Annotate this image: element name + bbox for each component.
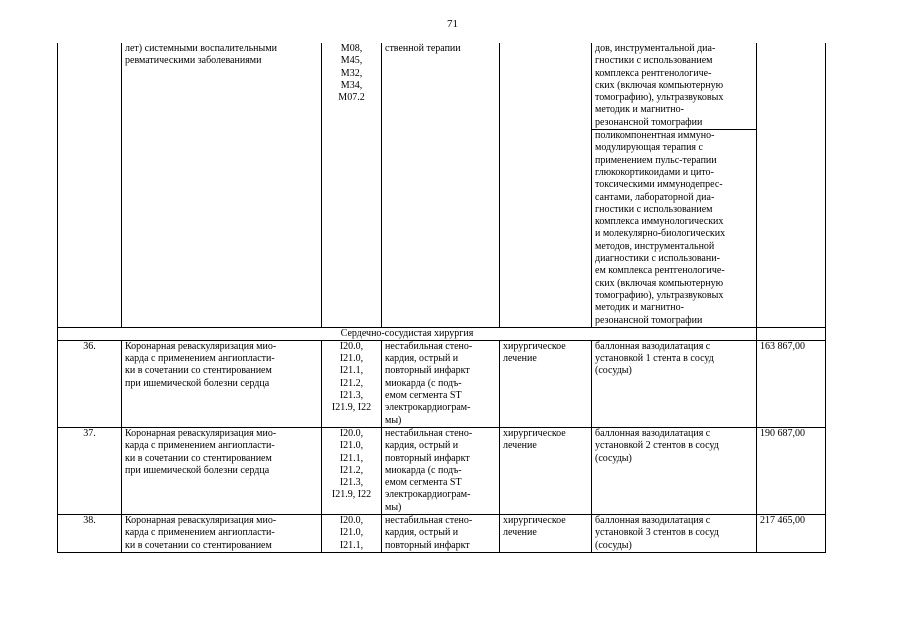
text-line: хирургическое	[503, 427, 566, 439]
text-line: Коронарная реваскуляризация мио-	[125, 427, 277, 439]
cell-model	[382, 514, 500, 552]
text-line: лет) системными воспалительными	[125, 43, 277, 54]
cell-price	[757, 327, 826, 340]
text-line: хирургическое	[503, 340, 566, 352]
row-number: 38.	[58, 514, 122, 552]
cell-name	[122, 43, 322, 327]
text-line: ских (включая компьютерную	[595, 277, 724, 289]
text-line: I21.0,	[339, 353, 364, 365]
text-line: емом сегмента ST	[385, 477, 462, 489]
cell-num	[58, 43, 122, 327]
text-line: методик и магнитно-	[595, 302, 684, 314]
cell-codes	[322, 43, 382, 327]
text-line: токсическими иммунодепрес-	[595, 179, 723, 191]
text-line: электрокардиограм-	[385, 489, 471, 501]
cell-method	[592, 427, 757, 514]
text-line: томографию), ультразвуковых	[595, 92, 724, 104]
text-line: кардия, острый и	[385, 353, 459, 365]
text-line: кардия, острый и	[385, 527, 459, 539]
text-line: комплекса рентгенологиче-	[595, 67, 712, 79]
table-row	[58, 427, 826, 514]
cell-codes	[322, 340, 382, 427]
text-line: поликомпонентная иммуно-	[595, 130, 715, 142]
text-line: лечение	[503, 440, 537, 452]
text-line: (сосуды)	[595, 539, 632, 551]
text-line: M08,	[340, 43, 363, 54]
text-line: при ишемической болезни сердца	[125, 464, 270, 476]
cell-model	[382, 340, 500, 427]
text-line: карда с применением ангиопласти-	[125, 353, 275, 365]
cell-name	[122, 340, 322, 427]
text-line: установкой 1 стента в сосуд	[595, 353, 714, 365]
text-line: гностики с использованием	[595, 203, 713, 215]
text-line: M34,	[340, 79, 363, 91]
text-line: дов, инструментальной диа-	[595, 43, 716, 54]
text-line: I20.0,	[339, 340, 364, 352]
text-line: M45,	[340, 55, 363, 67]
text-line: I21.9, I22	[331, 402, 372, 414]
text-line: мы)	[385, 414, 402, 426]
text-line: хирургическое	[503, 514, 566, 526]
row-number: 37.	[58, 427, 122, 514]
text-line: миокарда (с подъ-	[385, 377, 462, 389]
text-line: карда с применением ангиопласти-	[125, 527, 275, 539]
text-line: установкой 3 стентов в сосуд	[595, 527, 719, 539]
cell-method	[592, 43, 757, 130]
text-line: томографию), ультразвуковых	[595, 289, 724, 301]
section-row	[58, 327, 826, 340]
cell-model	[382, 43, 500, 327]
text-line: повторный инфаркт	[385, 365, 470, 377]
text-line: M07.2	[338, 92, 365, 104]
text-line: баллонная вазодилатация с	[595, 514, 711, 526]
cell-name	[122, 514, 322, 552]
continued-row	[58, 43, 826, 130]
cell-codes	[322, 427, 382, 514]
cell-treatment	[500, 514, 592, 552]
text-line: (сосуды)	[595, 365, 632, 377]
text-line: баллонная вазодилатация с	[595, 340, 711, 352]
cell-name	[122, 427, 322, 514]
text-line: глюкокортикоидами и цито-	[595, 166, 714, 178]
text-line: методов, инструментальной	[595, 240, 715, 252]
cell-price: 190 687,00	[757, 427, 826, 514]
text-line: I21.2,	[339, 464, 364, 476]
text-line: резонансной томографии	[595, 116, 703, 128]
cell-method	[592, 130, 757, 328]
row-number: 36.	[58, 340, 122, 427]
text-line: ки в сочетании со стентированием	[125, 365, 272, 377]
text-line: нестабильная стено-	[385, 514, 473, 526]
table-row	[58, 514, 826, 552]
text-line: I21.0,	[339, 440, 364, 452]
text-line: мы)	[385, 501, 402, 513]
cell-price: 163 867,00	[757, 340, 826, 427]
text-line: сантами, лабораторной диа-	[595, 191, 715, 203]
text-line: ских (включая компьютерную	[595, 79, 724, 91]
text-line: лечение	[503, 527, 537, 539]
procedures-table	[57, 43, 826, 553]
text-line: и молекулярно-биологических	[595, 228, 726, 240]
text-line: Коронарная реваскуляризация мио-	[125, 340, 277, 352]
cell-model	[382, 427, 500, 514]
cell-treatment	[500, 340, 592, 427]
cell-price: 217 465,00	[757, 514, 826, 552]
text-line: диагностики с использовани-	[595, 253, 720, 265]
text-line: кардия, острый и	[385, 440, 459, 452]
page-number: 71	[447, 18, 458, 30]
text-line: применением пульс-терапии	[595, 154, 717, 166]
text-line: I21.1,	[339, 452, 364, 464]
text-line: M32,	[340, 67, 363, 79]
cell-method	[592, 340, 757, 427]
text-line: нестабильная стено-	[385, 340, 473, 352]
text-line: I21.1,	[339, 365, 364, 377]
text-line: миокарда (с подъ-	[385, 464, 462, 476]
cell-treatment	[500, 427, 592, 514]
text-line: методик и магнитно-	[595, 104, 684, 116]
text-line: I21.3,	[339, 477, 364, 489]
text-line: при ишемической болезни сердца	[125, 377, 270, 389]
text-line: I20.0,	[339, 514, 364, 526]
text-line: модулирующая терапия с	[595, 142, 703, 154]
text-line: I21.3,	[339, 390, 364, 402]
text-line: ревматическими заболеваниями	[125, 55, 262, 67]
text-line: баллонная вазодилатация с	[595, 427, 711, 439]
text-line: I21.0,	[339, 527, 364, 539]
text-line: ки в сочетании со стентированием	[125, 452, 272, 464]
text-line: повторный инфаркт	[385, 539, 470, 551]
cell-treatment	[500, 43, 592, 327]
table-row	[58, 340, 826, 427]
text-line: I21.9, I22	[331, 489, 372, 501]
cell-price	[757, 43, 826, 327]
text-line: I21.1,	[339, 539, 364, 551]
text-line: лечение	[503, 353, 537, 365]
cell-codes	[322, 514, 382, 552]
text-line: резонансной томографии	[595, 314, 703, 326]
text-line: комплекса иммунологических	[595, 216, 724, 228]
text-line: (сосуды)	[595, 452, 632, 464]
text-line: установкой 2 стентов в сосуд	[595, 440, 719, 452]
text-line: карда с применением ангиопласти-	[125, 440, 275, 452]
text-line: Коронарная реваскуляризация мио-	[125, 514, 277, 526]
text-line: повторный инфаркт	[385, 452, 470, 464]
section-title: Сердечно-сосудистая хирургия	[58, 327, 757, 340]
text-line: нестабильная стено-	[385, 427, 473, 439]
text-line: электрокардиограм-	[385, 402, 471, 414]
text-line: ем комплекса рентгенологиче-	[595, 265, 725, 277]
text-line: гностики с использованием	[595, 55, 713, 67]
cell-method	[592, 514, 757, 552]
text-line: ственной терапии	[385, 43, 461, 54]
text-line: ки в сочетании со стентированием	[125, 539, 272, 551]
text-line: I20.0,	[339, 427, 364, 439]
text-line: I21.2,	[339, 377, 364, 389]
text-line: емом сегмента ST	[385, 390, 462, 402]
